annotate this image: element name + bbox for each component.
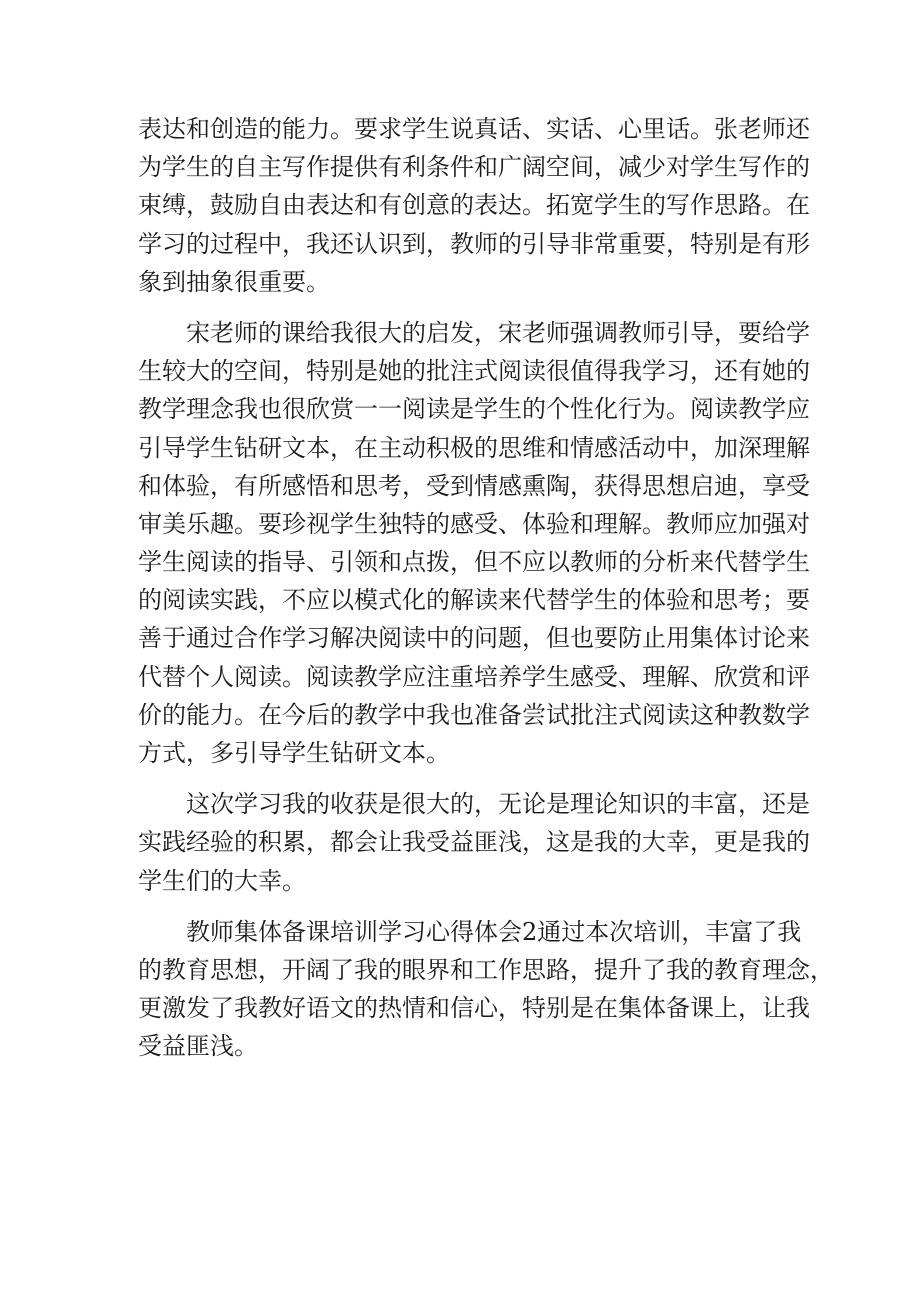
text-line: 实践经验的积累，都会让我受益匪浅，这是我的大幸，更是我的 <box>138 828 810 857</box>
paragraph-gap <box>138 772 788 785</box>
text-line: 代替个人阅读。阅读教学应注重培养学生感受、理解、欣赏和评 <box>138 662 810 691</box>
text-line: 和体验，有所感悟和思考，受到情感熏陶，获得思想启迪，享受 <box>138 471 810 500</box>
text-line: 的教育思想，开阔了我的眼界和工作思路，提升了我的教育理念， <box>138 955 834 984</box>
text-line: 这次学习我的收获是很大的，无论是理论知识的丰富，还是 <box>186 790 810 819</box>
text-line: 教学理念我也很欣赏一一阅读是学生的个性化行为。阅读教学应 <box>138 395 810 424</box>
paragraph-gap <box>138 900 788 913</box>
text-line: 宋老师的课给我很大的启发，宋老师强调教师引导，要给学 <box>186 318 810 347</box>
paragraph <box>138 785 810 900</box>
text-line: 学习的过程中，我还认识到，教师的引导非常重要，特别是有形 <box>138 229 810 258</box>
paragraph <box>138 913 834 1066</box>
text-line: 善于通过合作学习解决阅读中的问题，但也要防止用集体讨论来 <box>138 624 810 653</box>
text-line: 学生阅读的指导、引领和点拨，但不应以教师的分析来代替学生 <box>138 548 810 577</box>
text-line: 象到抽象很重要。 <box>138 267 330 296</box>
document-body <box>138 110 834 1066</box>
text-line: 受益匪浅。 <box>138 1032 258 1061</box>
paragraph <box>138 110 810 301</box>
text-line: 为学生的自主写作提供有利条件和广阔空间，减少对学生写作的 <box>138 153 810 182</box>
paragraph <box>138 314 810 772</box>
paragraph-gap <box>138 301 788 314</box>
text-line: 教师集体备课培训学习心得体会2通过本次培训，丰富了我 <box>186 917 802 946</box>
text-line: 价的能力。在今后的教学中我也准备尝试批注式阅读这种教数学 <box>138 700 810 729</box>
text-line: 更激发了我教好语文的热情和信心，特别是在集体备课上，让我 <box>138 994 810 1023</box>
text-line: 生较大的空间，特别是她的批注式阅读很值得我学习，还有她的 <box>138 357 810 386</box>
text-line: 引导学生钻研文本，在主动积极的思维和情感活动中，加深理解 <box>138 433 810 462</box>
text-line: 方式，多引导学生钻研文本。 <box>138 739 450 767</box>
text-line: 审美乐趣。要珍视学生独特的感受、体验和理解。教师应加强对 <box>138 509 810 538</box>
text-line: 的阅读实践，不应以模式化的解读来代替学生的体验和思考；要 <box>138 586 810 615</box>
text-line: 束缚，鼓励自由表达和有创意的表达。拓宽学生的写作思路。在 <box>138 191 810 220</box>
text-line: 表达和创造的能力。要求学生说真话、实话、心里话。张老师还 <box>138 115 810 143</box>
text-line: 学生们的大幸。 <box>138 866 306 895</box>
